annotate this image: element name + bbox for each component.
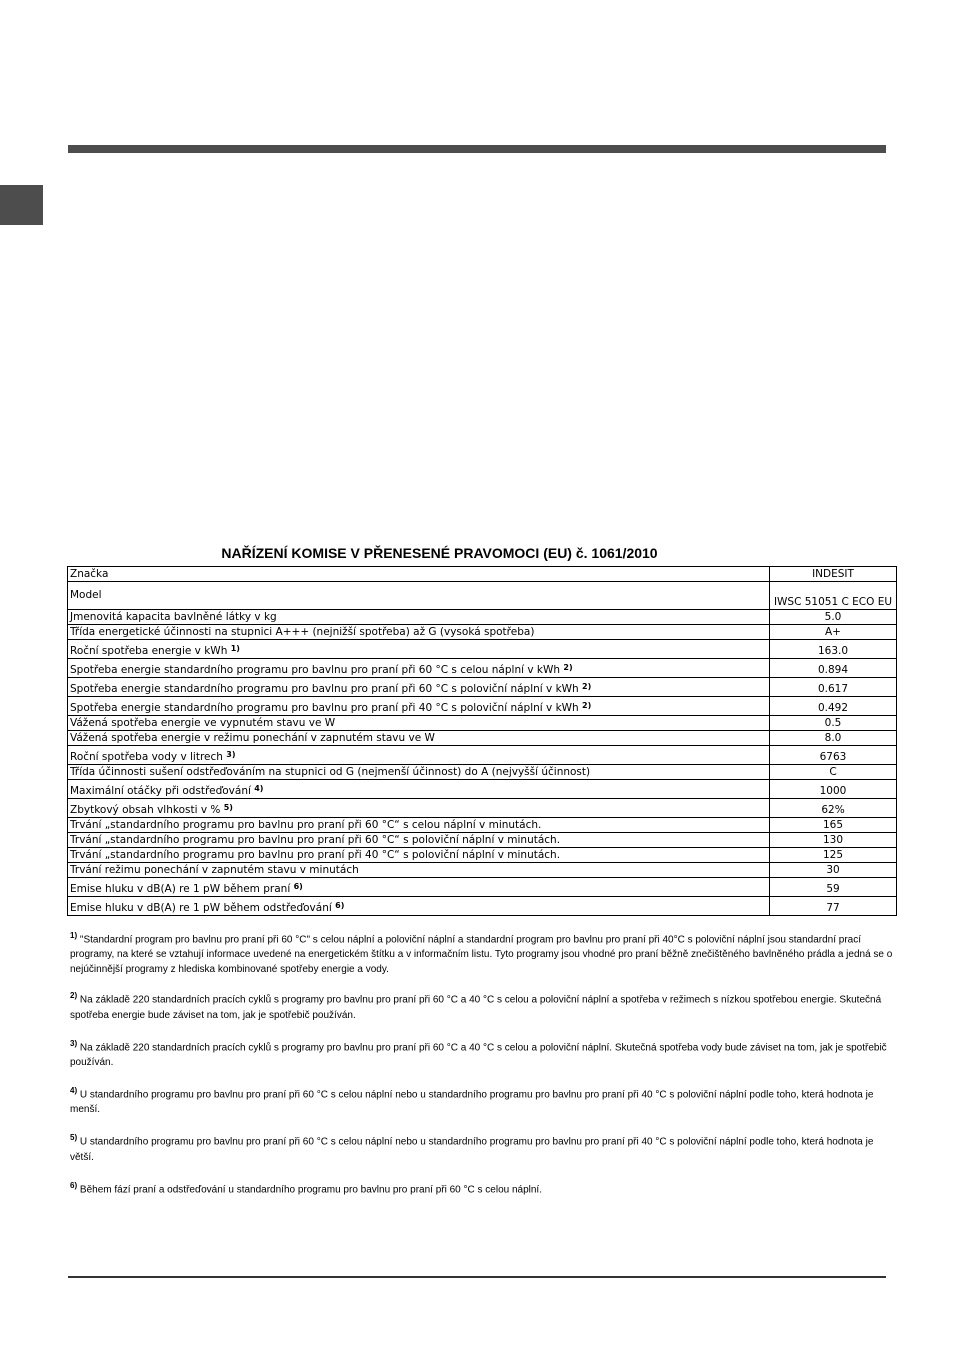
row-value: 0.492 <box>770 697 897 716</box>
row-value: 1000 <box>770 780 897 799</box>
table-row <box>68 582 897 610</box>
row-value: 6763 <box>770 746 897 765</box>
table-row <box>68 731 897 746</box>
row-label: Třída energetické účinnosti na stupnici A+++ (nejnižší spotřeba) až G (vysoká spotřeba) <box>68 625 770 640</box>
row-value: 5.0 <box>770 610 897 625</box>
footnote-ref: 4) <box>254 784 264 793</box>
row-label: Spotřeba energie standardního programu pro bavlnu pro praní při 40 °C s poloviční náplní v kWh $^{2)}$ <box>68 697 770 716</box>
row-value: 165 <box>770 818 897 833</box>
footnote-ref: 2) <box>582 701 592 710</box>
row-label: Roční spotřeba vody v litrech $^{3)}$ <box>68 746 770 765</box>
footnote: $^{1)}$ "Standardní program pro bavlnu pro praní při 60 °C" s celou náplní a poloviční náplní a standardní program pro bavlnu pro praní při 40°C s poloviční náplní jsou standardní prací programy, na které se vztahují informace uvedené na energetickém štítku a v informačním listu. Tyto programy jsou vhodné pro praní běžně znečištěného bavlněného prádla a jedná se o nejúčinnější programy z hlediska kombinované spotřeby energie a vody. <box>70 931 893 976</box>
row-value: C <box>770 765 897 780</box>
footnote: $^{4)}$ U standardního programu pro bavlnu pro praní při 60 °C s celou náplní nebo u standardního programu pro bavlnu pro praní při 40 °C s poloviční náplní podle toho, která hodnota je menší. <box>70 1085 874 1116</box>
footnote-ref: 2) <box>563 663 573 672</box>
footnote-mark: 6) <box>70 1180 78 1190</box>
row-value: 30 <box>770 863 897 878</box>
footer-rule <box>68 1276 886 1278</box>
row-value: IWSC 51051 C ECO EU <box>770 582 897 610</box>
table-row <box>68 765 897 780</box>
row-value: 0.894 <box>770 659 897 678</box>
row-value: 62% <box>770 799 897 818</box>
table-row <box>68 610 897 625</box>
footnote: $^{5)}$ U standardního programu pro bavlnu pro praní při 60 °C s celou náplní nebo u standardního programu pro bavlnu pro praní při 40 °C s poloviční náplní podle toho, která hodnota je větší. <box>70 1133 874 1163</box>
table-row <box>68 716 897 731</box>
row-label: Spotřeba energie standardního programu pro bavlnu pro praní při 60 °C s poloviční náplní v kWh $^{2)}$ <box>68 678 770 697</box>
row-label: Maximální otáčky při odstřeďování $^{4)}$ <box>68 780 770 799</box>
row-label: Emise hluku v dB(A) re 1 pW během praní $^{6)}$ <box>68 878 770 897</box>
row-value: 59 <box>770 878 897 897</box>
footnote-ref: 6) <box>335 901 345 910</box>
row-value: A+ <box>770 625 897 640</box>
row-value: 130 <box>770 833 897 848</box>
footnote: $^{3)}$ Na základě 220 standardních pracích cyklů s programy pro bavlnu pro praní při 60 °C a 40 °C s celou a poloviční náplní. Skutečná spotřeba vody bude záviset na tom, jak je spotřebič používán. <box>70 1038 887 1068</box>
row-label: Model <box>68 582 770 610</box>
section-tab <box>0 185 43 225</box>
row-label: Emise hluku v dB(A) re 1 pW během odstřeďování $^{6)}$ <box>68 897 770 916</box>
table-row <box>68 848 897 863</box>
row-value: 77 <box>770 897 897 916</box>
footnotes <box>70 928 895 1197</box>
footnote: $^{2)}$ Na základě 220 standardních pracích cyklů s programy pro bavlnu pro praní při 60 °C a 40 °C s celou a poloviční náplní a spotřeba v režimech s nízkou spotřebou energie. Skutečná spotřeba energie bude záviset na tom, jak je spotřebič používán. <box>70 991 882 1021</box>
row-value: 125 <box>770 848 897 863</box>
row-value: 0.5 <box>770 716 897 731</box>
row-label: Jmenovitá kapacita bavlněné látky v kg <box>68 610 770 625</box>
table-row <box>68 567 897 582</box>
row-value: 0.617 <box>770 678 897 697</box>
table-row <box>68 863 897 878</box>
footnote-mark: 4) <box>70 1085 78 1095</box>
row-label: Značka <box>68 567 770 582</box>
row-label: Roční spotřeba energie v kWh $^{1)}$ <box>68 640 770 659</box>
footnote-mark: 5) <box>70 1133 78 1143</box>
table-row <box>68 625 897 640</box>
footnote: $^{6)}$ Během fází praní a odstřeďování u standardního programu pro bavlnu pro praní při 60 °C s celou náplní. <box>70 1180 542 1195</box>
row-value: INDESIT <box>770 567 897 582</box>
row-label: Trvání „standardního programu pro bavlnu pro praní při 60 °C“ s poloviční náplní v minutách. <box>68 833 770 848</box>
table-row <box>68 780 897 799</box>
table-row <box>68 678 897 697</box>
row-label: Třída účinnosti sušení odstřeďováním na stupnici od G (nejmenší účinnost) do A (nejvyšší účinnost) <box>68 765 770 780</box>
table-row <box>68 799 897 818</box>
table-row <box>68 640 897 659</box>
row-label: Trvání režimu ponechání v zapnutém stavu v minutách <box>68 863 770 878</box>
table-row <box>68 746 897 765</box>
footnote-ref: 3) <box>226 750 236 759</box>
regulation-title: NAŘÍZENÍ KOMISE V PŘENESENÉ PRAVOMOCI (EU) č. 1061/2010 <box>221 545 658 561</box>
footnote-mark: 1) <box>70 931 78 940</box>
footnote-mark: 2) <box>70 991 78 1001</box>
header-rule <box>68 145 886 153</box>
row-label: Trvání „standardního programu pro bavlnu pro praní při 40 °C“ s poloviční náplní v minutách. <box>68 848 770 863</box>
row-label: Spotřeba energie standardního programu pro bavlnu pro praní při 60 °C s celou náplní v kWh $^{2)}$ <box>68 659 770 678</box>
footnote-mark: 3) <box>70 1038 78 1048</box>
footnote-ref: 2) <box>582 682 592 691</box>
footnote-ref: 1) <box>230 644 240 653</box>
table-row <box>68 697 897 716</box>
row-label: Vážená spotřeba energie ve vypnutém stavu ve W <box>68 716 770 731</box>
row-value: 163.0 <box>770 640 897 659</box>
row-label: Vážená spotřeba energie v režimu ponechání v zapnutém stavu ve W <box>68 731 770 746</box>
row-value: 8.0 <box>770 731 897 746</box>
footnote-ref: 6) <box>293 882 303 891</box>
table-row <box>68 897 897 916</box>
table-row <box>68 659 897 678</box>
table-row <box>68 878 897 897</box>
table-row <box>68 833 897 848</box>
row-label: Zbytkový obsah vlhkosti v % $^{5)}$ <box>68 799 770 818</box>
footnote-ref: 5) <box>223 803 233 812</box>
table-row <box>68 818 897 833</box>
row-label: Trvání „standardního programu pro bavlnu pro praní při 60 °C“ s celou náplní v minutách. <box>68 818 770 833</box>
product-spec-table <box>67 566 897 916</box>
